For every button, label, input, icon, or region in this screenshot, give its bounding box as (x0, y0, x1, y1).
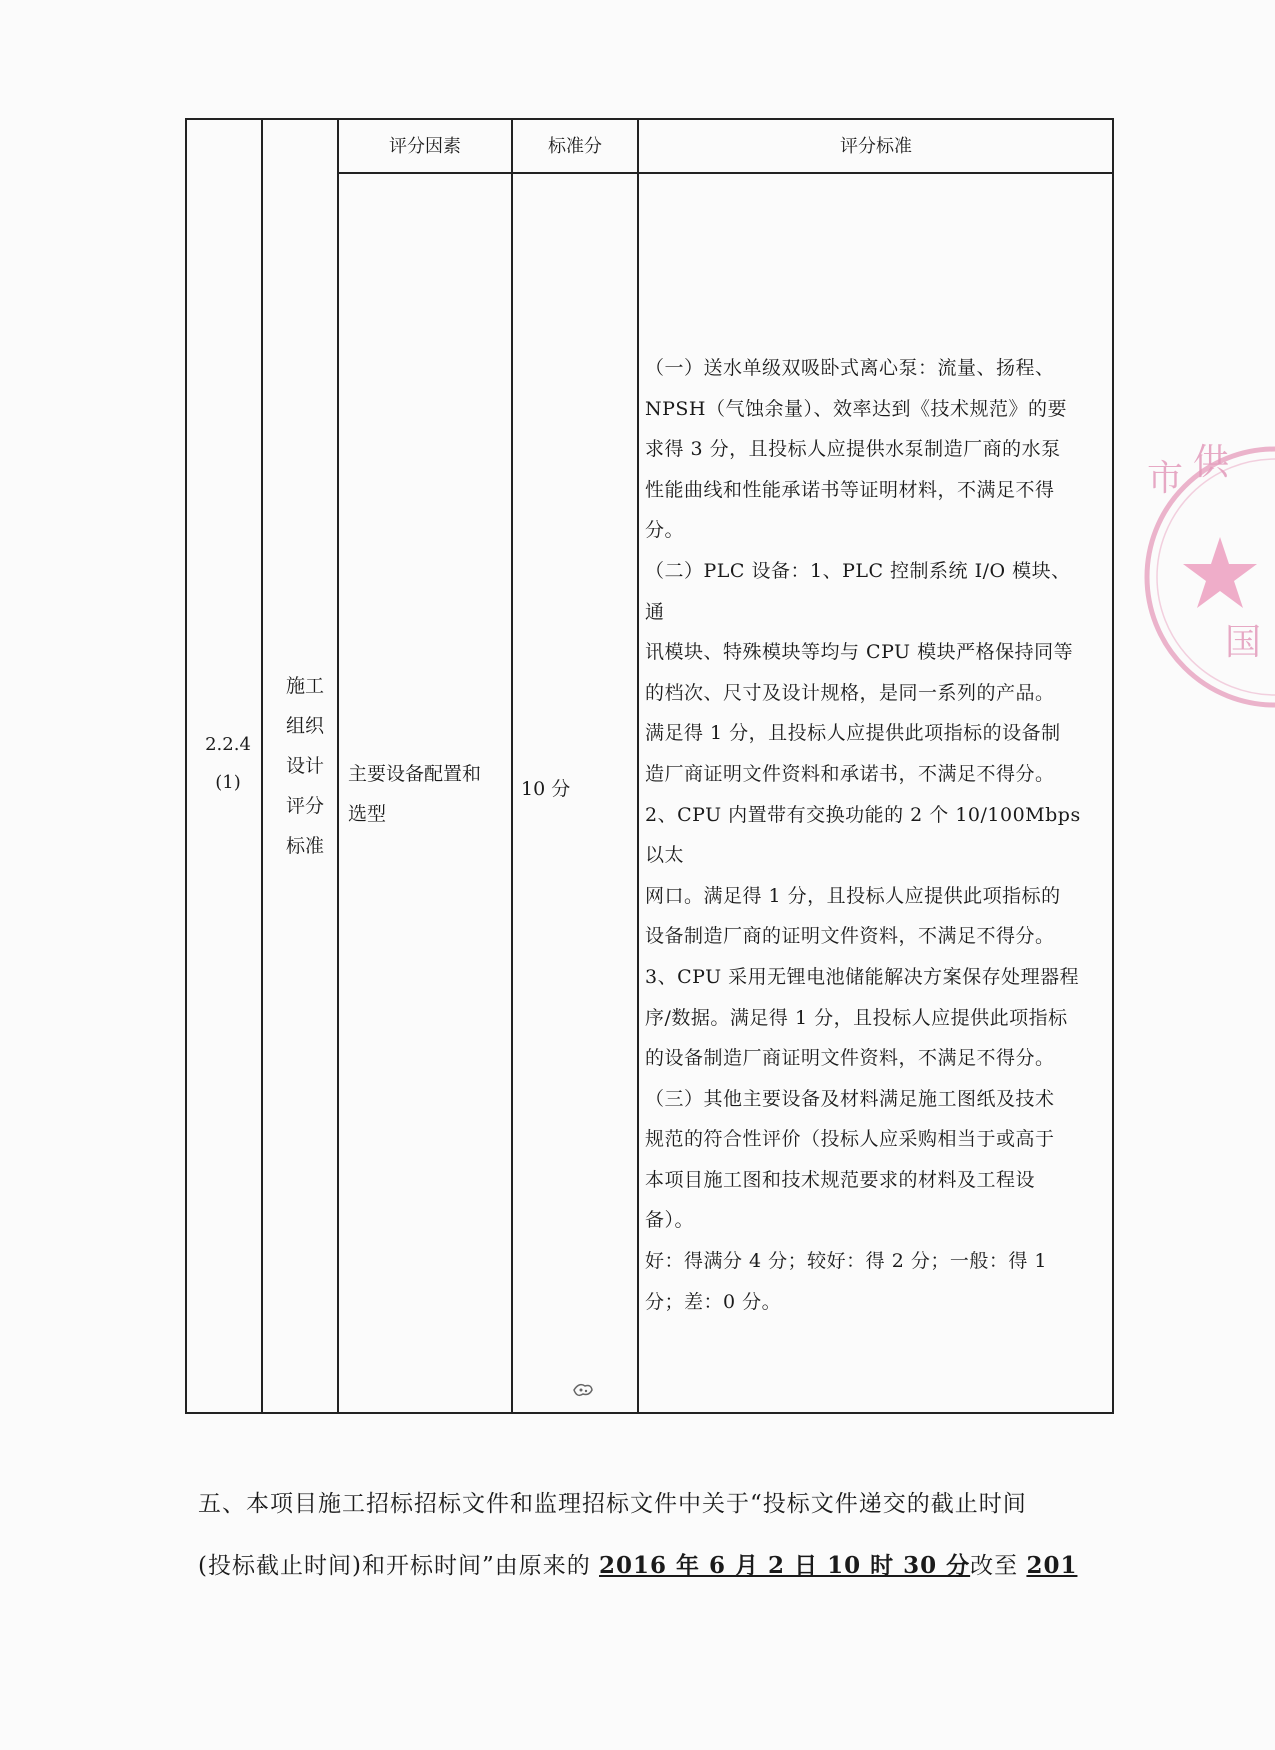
criteria-line: （三）其他主要设备及材料满足施工图纸及技术 (645, 1087, 1055, 1110)
criteria-line: NPSH（气蚀余量）、效率达到《技术规范》的要 (645, 397, 1067, 420)
criteria-line: 求得 3 分，且投标人应提供水泵制造厂商的水泵 (645, 438, 1061, 461)
criteria-cell (645, 348, 1085, 1322)
col-sep-3 (511, 118, 513, 1414)
criteria-line: 2、CPU 内置带有交换功能的 2 个 10/100Mbps 以太 (645, 803, 1081, 867)
header-separator (337, 172, 1113, 174)
paragraph-line2 (198, 1535, 1128, 1597)
factor-cell (348, 754, 498, 834)
paragraph-line2-prefix: (投标截止时间)和开标时间”由原来的 (198, 1553, 600, 1579)
criteria-line: 性能曲线和性能承诺书等证明材料，不满足不得 (645, 478, 1055, 501)
criteria-line: 序/数据。满足得 1 分，且投标人应提供此项指标 (645, 1006, 1068, 1029)
factor-line: 主要设备配置和 (348, 763, 482, 785)
item-number-line1: 2.2.4 (205, 734, 251, 755)
paragraph-line1: 五、本项目施工招标招标文件和监理招标文件中关于“投标文件递交的截止时间 (198, 1491, 1027, 1517)
table-border-bottom (185, 1412, 1113, 1414)
official-seal-stamp (1125, 432, 1275, 722)
table-border-left (185, 118, 187, 1414)
original-deadline-date: 2016 年 6 月 2 日 10 时 30 分 (599, 1552, 971, 1579)
scoring-table (185, 118, 1115, 1414)
score-cell: 10 分 (521, 778, 571, 800)
criteria-line: 满足得 1 分，且投标人应提供此项指标的设备制 (645, 722, 1061, 745)
criteria-line: 网口。满足得 1 分，且投标人应提供此项指标的 (645, 884, 1061, 907)
svg-text:市: 市 (1147, 458, 1184, 499)
header-criteria: 评分标准 (840, 136, 912, 157)
paragraph-line2-mid: 改至 (970, 1553, 1027, 1579)
criteria-line: 备）。 (645, 1209, 695, 1232)
category-cell (275, 666, 335, 866)
smudge-icon (571, 1380, 595, 1400)
col-sep-2 (337, 118, 339, 1414)
category-line: 设计 (285, 755, 324, 777)
item-number (198, 726, 258, 802)
header-score: 标准分 (548, 136, 602, 157)
header-factor: 评分因素 (389, 136, 461, 157)
col-sep-1 (261, 118, 263, 1414)
criteria-line: 讯模块、特殊模块等均与 CPU 模块严格保持同等 (645, 641, 1074, 664)
smudge-mark (571, 1380, 595, 1400)
criteria-line: 设备制造厂商的证明文件资料，不满足不得分。 (645, 925, 1055, 948)
svg-text:供: 供 (1193, 442, 1230, 483)
criteria-line: 分；差：0 分。 (645, 1290, 782, 1313)
table-border-top (185, 118, 1113, 120)
amendment-paragraph (198, 1473, 1128, 1597)
category-line: 评分 (285, 795, 324, 817)
category-line: 标准 (285, 835, 324, 857)
table-border-right (1112, 118, 1114, 1414)
criteria-line: 造厂商证明文件资料和承诺书，不满足不得分。 (645, 762, 1055, 785)
criteria-line: 好：得满分 4 分；较好：得 2 分；一般：得 1 (645, 1250, 1047, 1273)
item-number-line2: (1) (215, 772, 241, 793)
criteria-line: 本项目施工图和技术规范要求的材料及工程设 (645, 1168, 1036, 1191)
svg-text:国: 国 (1225, 622, 1262, 663)
category-line: 施工 (285, 675, 324, 697)
criteria-line: 分。 (645, 519, 685, 542)
criteria-line: 3、CPU 采用无锂电池储能解决方案保存处理器程 (645, 965, 1080, 988)
category-line: 组织 (285, 715, 324, 737)
seal-icon (1125, 432, 1275, 722)
factor-line: 选型 (348, 803, 387, 825)
col-sep-4 (637, 118, 639, 1414)
criteria-line: 的档次、尺寸及设计规格，是同一系列的产品。 (645, 681, 1055, 704)
criteria-line: 的设备制造厂商证明文件资料，不满足不得分。 (645, 1047, 1055, 1070)
criteria-line: （二）PLC 设备：1、PLC 控制系统 I/O 模块、通 (645, 559, 1071, 623)
criteria-line: 规范的符合性评价（投标人应采购相当于或高于 (645, 1128, 1055, 1151)
new-deadline-start: 201 (1026, 1552, 1078, 1579)
criteria-line: （一）送水单级双吸卧式离心泵：流量、扬程、 (645, 357, 1055, 379)
